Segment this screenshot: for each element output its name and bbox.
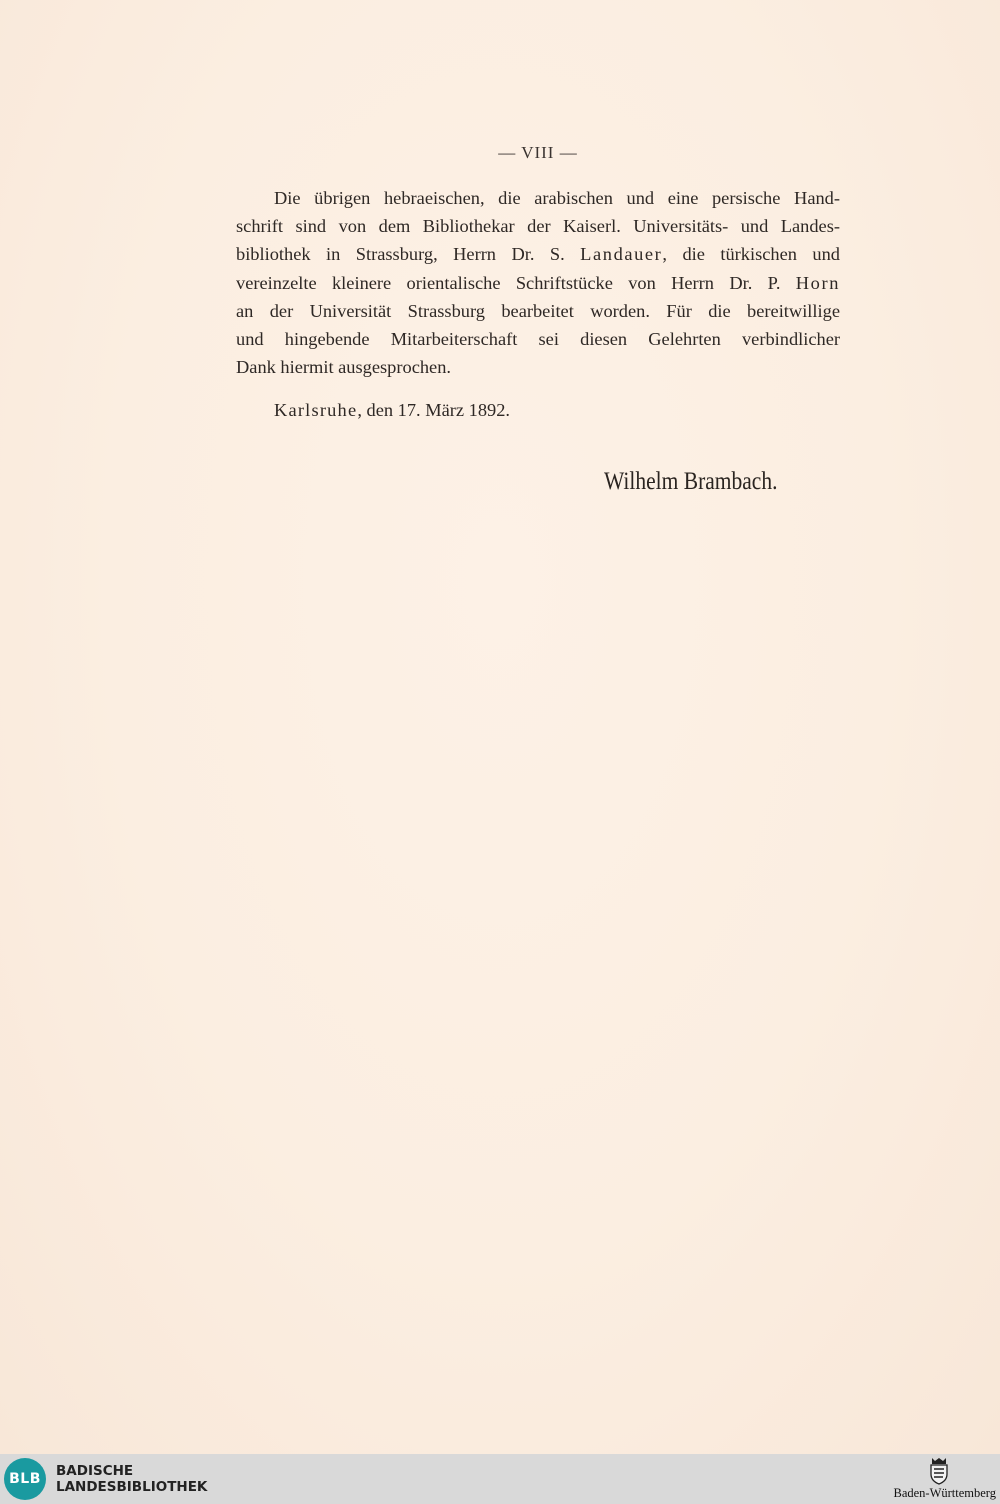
body-paragraph	[236, 184, 840, 381]
body-line: Die übrigen hebraeischen, die arabischen und eine persische Hand-	[274, 188, 840, 208]
library-name-line1: BADISCHE	[56, 1463, 134, 1479]
library-name-line2: LANDESBIBLIOTHEK	[56, 1479, 208, 1495]
page-number: — VIII —	[498, 143, 578, 162]
state-name[interactable]: Baden-Württemberg	[893, 1486, 996, 1500]
dateline	[274, 400, 510, 421]
body-line: an der Universität Strassburg bearbeitet worden. Für die bereitwillige	[236, 300, 840, 321]
body-line: und hingebende Mitarbeiterschaft sei diesen Gelehrten verbindlicher	[236, 329, 840, 350]
body-text: vereinzelte kleinere orientalische Schriftstücke von Herrn Dr. P.	[236, 272, 781, 293]
signature: Wilhelm Brambach.	[604, 468, 778, 495]
body-line	[236, 240, 840, 268]
blb-logo[interactable]: BLB	[4, 1458, 46, 1500]
body-text: bibliothek in Strassburg, Herrn Dr. S.	[236, 244, 565, 265]
spaced-name-horn: Horn	[795, 272, 840, 293]
body-text: , die türkischen und	[662, 244, 840, 265]
dateline-place: Karlsruhe	[274, 400, 358, 420]
coat-of-arms-icon	[928, 1457, 950, 1485]
library-name[interactable]	[56, 1463, 207, 1495]
spaced-name-landauer: Landauer	[580, 244, 663, 265]
body-line	[236, 269, 840, 297]
body-line: schrift sind von dem Bibliothekar der Kaiserl. Universitäts- und Landes-	[236, 216, 840, 237]
footer-bar	[0, 1454, 1000, 1504]
body-line: Dank hiermit ausgesprochen.	[236, 357, 452, 378]
dateline-date: , den 17. März 1892.	[357, 400, 511, 420]
